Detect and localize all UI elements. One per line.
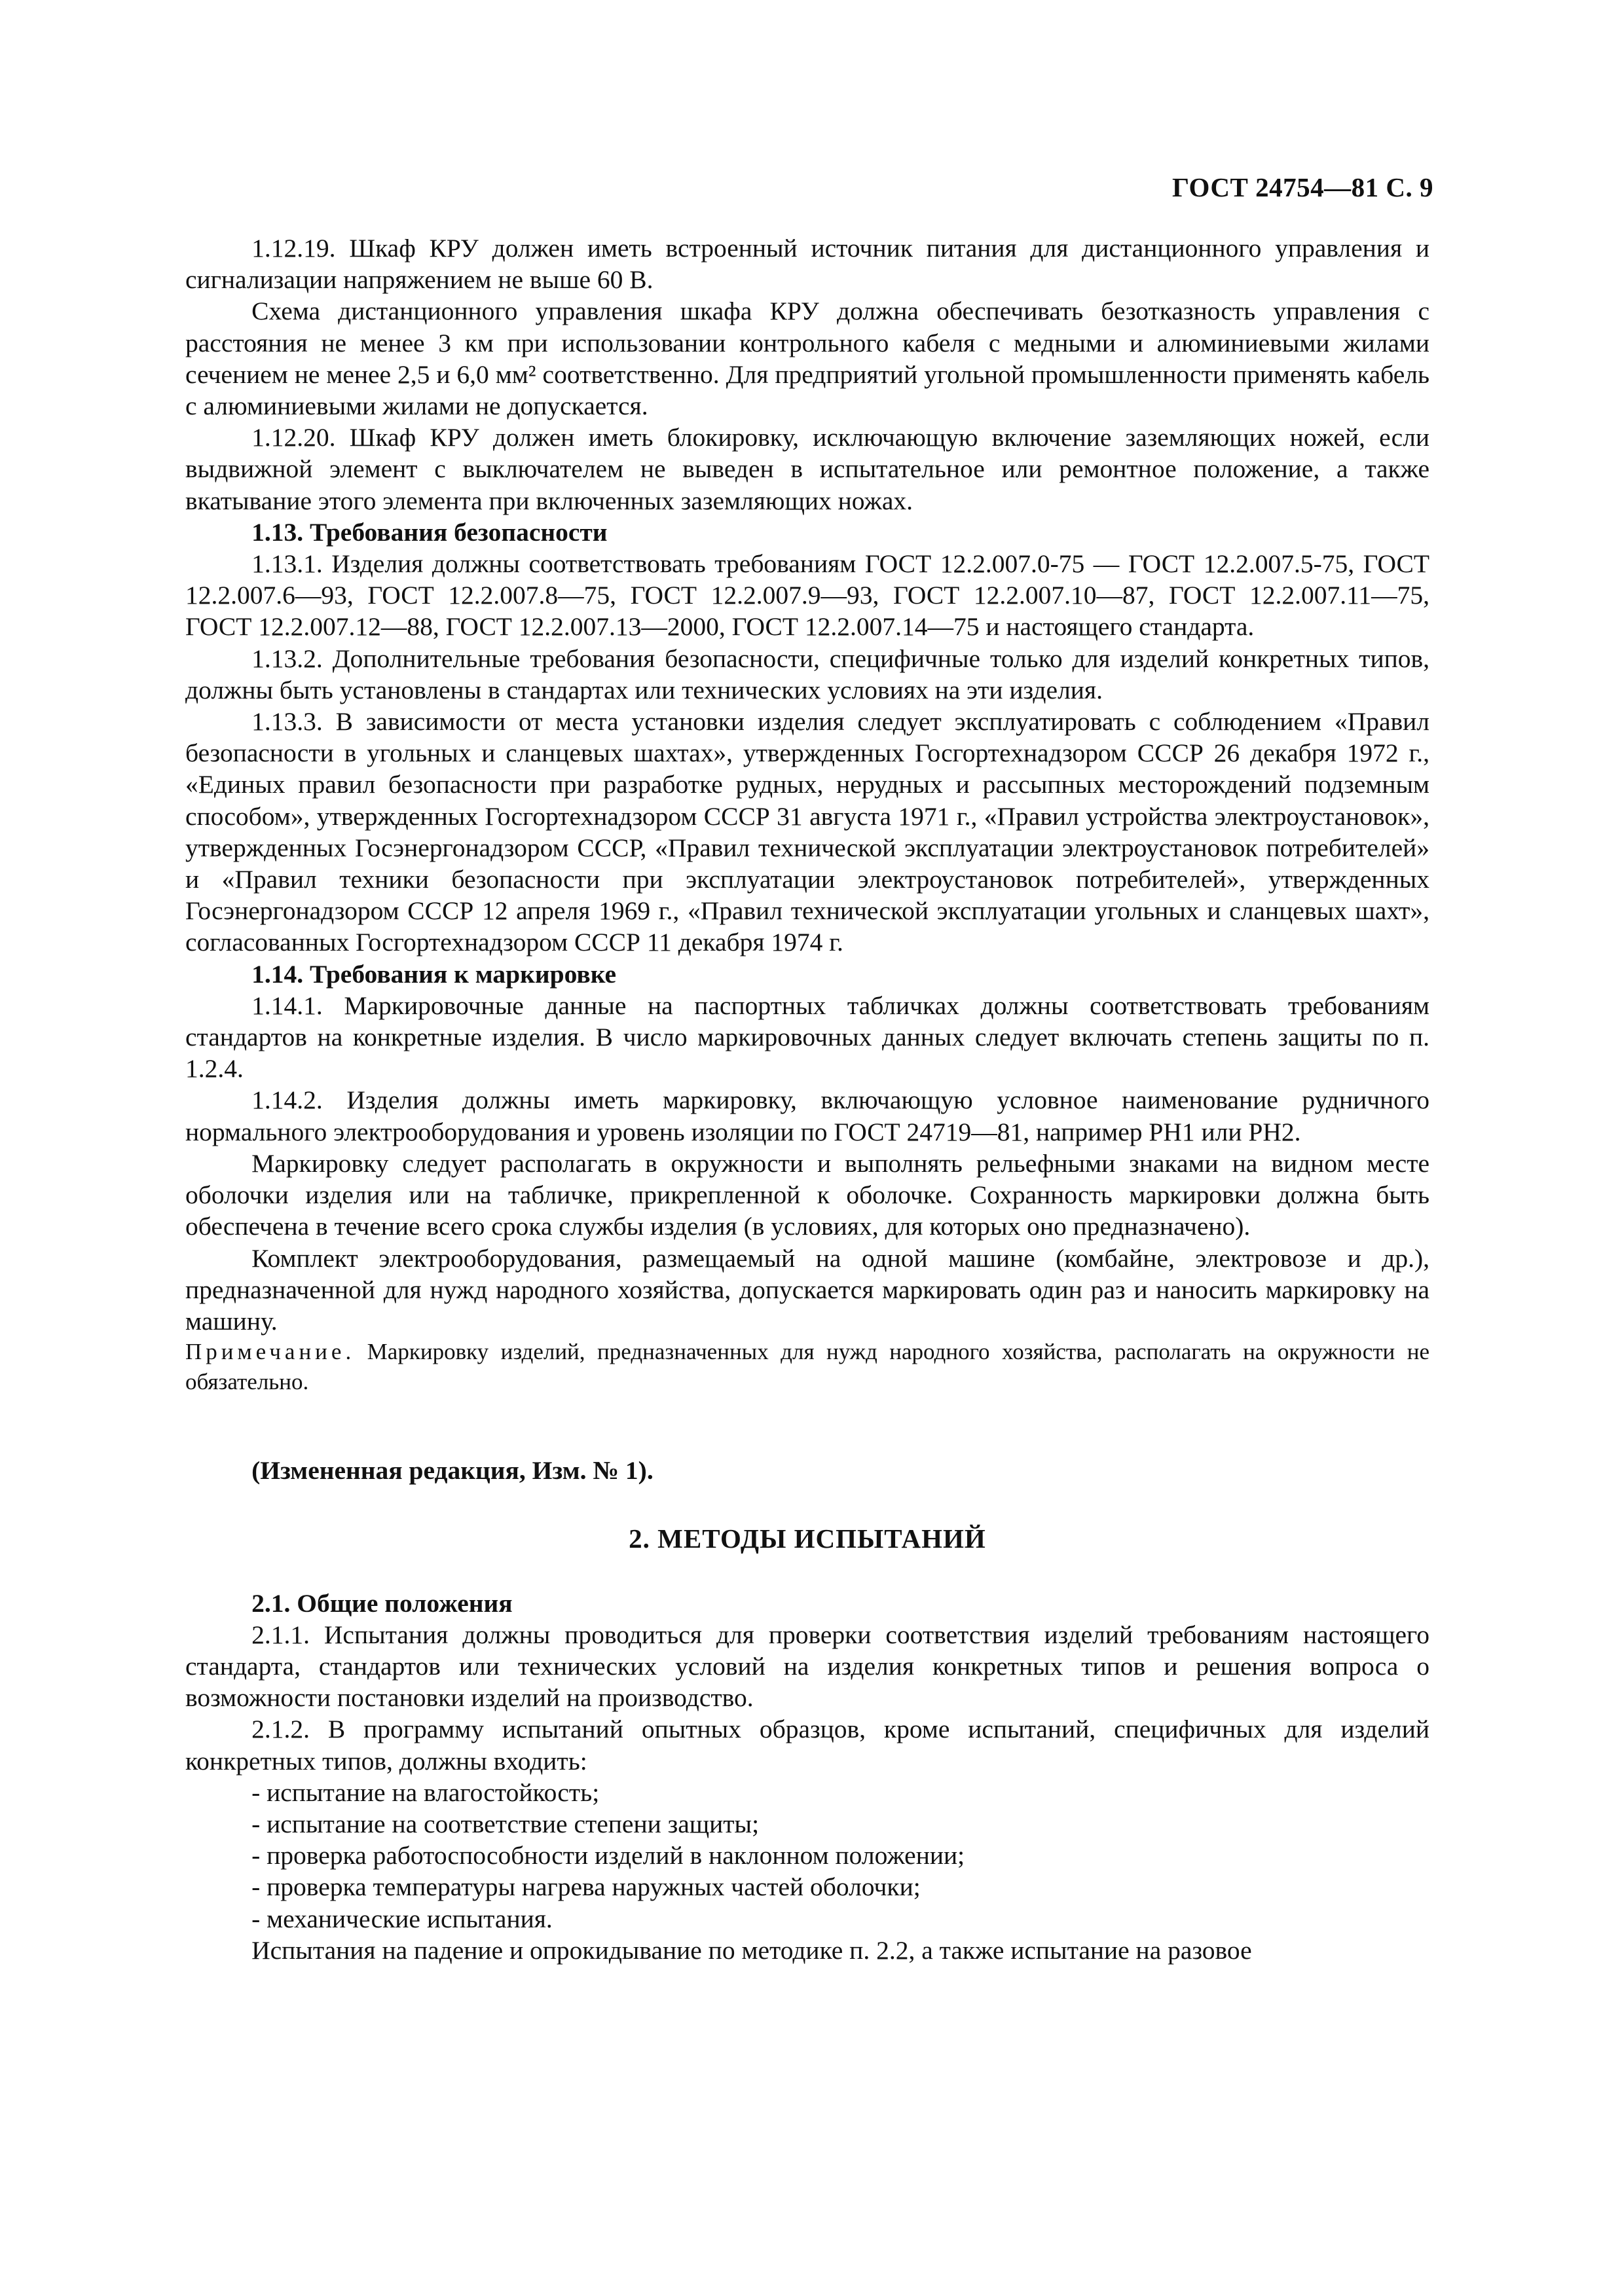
note-label: Примечание. — [185, 1339, 356, 1365]
list-item: - проверка работоспособности изделий в наклонном положении; — [251, 1841, 965, 1870]
running-header: ГОСТ 24754—81 С. 9 — [1171, 172, 1433, 202]
clause-1-12-19: 1.12.19. Шкаф КРУ должен иметь встроенный источник питания для дистанционного управления и сигнализации напряжением не выше 60 В. — [185, 234, 1429, 295]
paragraph-marking-placement: Маркировку следует располагать в окружности и выполнять рельефными знаками на видном месте оболочки изделия или на табличке, прикрепленной к оболочке. Сохранность маркировки должна быть обеспечена в течение всего срока службы изделия (в условиях, для которых оно предназначено). — [185, 1148, 1429, 1241]
heading-1-14: 1.14. Требования к маркировке — [251, 959, 617, 989]
note-text: Маркировку изделий, предназначенных для нужд народного хозяйства, располагать на окружности не обязательно. — [185, 1339, 1429, 1395]
paragraph-equipment-set: Комплект электрооборудования, размещаемый на одной машине (комбайне, электровозе и др.), предназначенной для нужд народного хозяйства, допускается маркировать один раз и наносить маркировку на машину. — [185, 1243, 1429, 1336]
heading-2-1: 2.1. Общие положения — [251, 1588, 513, 1618]
list-item: - испытание на влагостойкость; — [251, 1777, 600, 1807]
clause-1-14-2: 1.14.2. Изделия должны иметь маркировку, включающую условное наименование рудничного нормального электрооборудования и уровень изоляции по ГОСТ 24719—81, например РН1 или РН2. — [185, 1085, 1429, 1146]
list-item: - проверка температуры нагрева наружных частей оболочки; — [251, 1872, 921, 1902]
paragraph-remote-control-scheme: Схема дистанционного управления шкафа КРУ должна обеспечивать безотказность управления с расстояния не менее 3 км при использовании контрольного кабеля с медными и алюминиевыми жилами сечением не менее 2,5 и 6,0 мм² соответственно. Для предприятий угольной промышленности применять кабель с алюминиевыми жилами не допускается. — [185, 297, 1429, 421]
page-body — [185, 232, 1429, 1966]
clause-1-13-3: 1.13.3. В зависимости от места установки изделия следует эксплуатировать с соблюдением «Правил безопасности в угольных и сланцевых шахтах», утвержденных Госгортехнадзором СССР 26 декабря 1972 г., «Единых правил безопасности при разработке рудных, нерудных и рассыпных месторождений подземным способом», утвержденных Госгортехнадзором СССР 31 августа 1971 г., «Правил устройства электроустановок», утвержденных Госэнергонадзором СССР, «Правил технической эксплуатации электроустановок потребителей» и «Правил техники безопасности при эксплуатации электроустановок потребителей», утвержденных Госэнергонадзором СССР 12 апреля 1969 г., «Правил технической эксплуатации угольных и сланцевых шахт», согласованных Госгортехнадзором СССР 11 декабря 1974 г. — [185, 707, 1429, 957]
heading-1-13: 1.13. Требования безопасности — [251, 517, 608, 547]
clause-1-13-2: 1.13.2. Дополнительные требования безопасности, специфичные только для изделий конкретных типов, должны быть установлены в стандартах или технических условиях на эти изделия. — [185, 644, 1429, 704]
paragraph-drop-test: Испытания на падение и опрокидывание по методике п. 2.2, а также испытание на разовое — [251, 1935, 1252, 1965]
note — [185, 1337, 1429, 1397]
section-2-title: 2. МЕТОДЫ ИСПЫТАНИЙ — [629, 1523, 986, 1554]
amendment-note: (Измененная редакция, Изм. № 1). — [251, 1456, 654, 1485]
list-item: - испытание на соответствие степени защиты; — [251, 1809, 760, 1838]
clause-1-14-1: 1.14.1. Маркировочные данные на паспортных табличках должны соответствовать требованиям стандартов на конкретные изделия. В число маркировочных данных следует включать степень защиты по п. 1.2.4. — [185, 991, 1429, 1084]
clause-2-1-2: 2.1.2. В программу испытаний опытных образцов, кроме испытаний, специфичных для изделий конкретных типов, должны входить: — [185, 1715, 1429, 1776]
clause-2-1-1: 2.1.1. Испытания должны проводиться для проверки соответствия изделий требованиям настоящего стандарта, стандартов или технических условий на изделия конкретных типов и решения вопроса о возможности постановки изделий на производство. — [185, 1620, 1429, 1713]
clause-1-13-1: 1.13.1. Изделия должны соответствовать требованиям ГОСТ 12.2.007.0-75 — ГОСТ 12.2.007.5-75, ГОСТ 12.2.007.6—93, ГОСТ 12.2.007.8—75, ГОСТ 12.2.007.9—93, ГОСТ 12.2.007.10—87, ГОСТ 12.2.007.11—75, ГОСТ 12.2.007.12—88, ГОСТ 12.2.007.13—2000, ГОСТ 12.2.007.14—75 и настоящего стандарта. — [185, 549, 1429, 642]
clause-1-12-20: 1.12.20. Шкаф КРУ должен иметь блокировку, исключающую включение заземляющих ножей, если выдвижной элемент с выключателем не выведен в испытательное или ремонтное положение, а также вкатывание этого элемента при включенных заземляющих ножах. — [185, 423, 1429, 515]
list-item: - механические испытания. — [251, 1904, 553, 1933]
